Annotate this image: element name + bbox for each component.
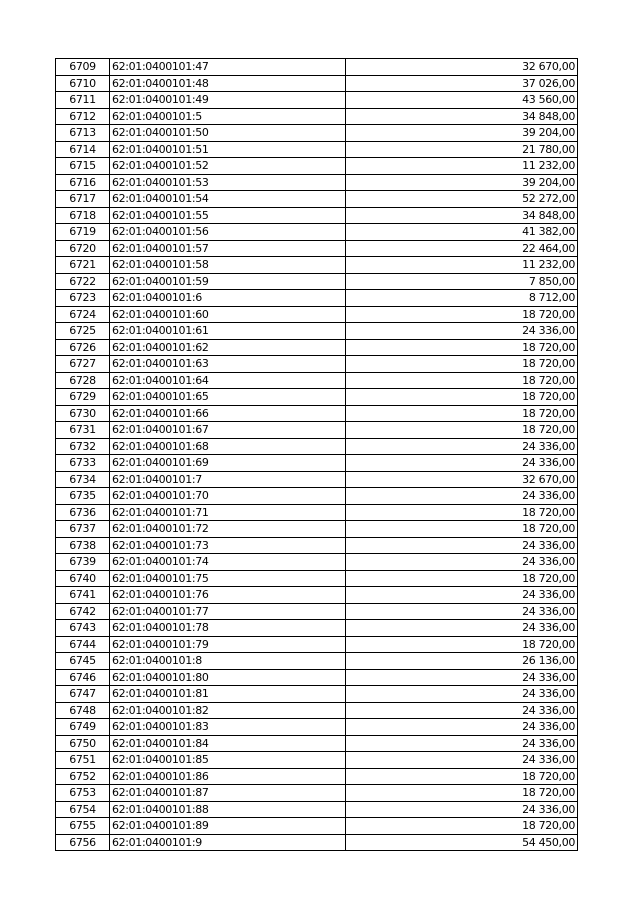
amount-cell: 24 336,00 [346,735,578,752]
row-number-cell: 6728 [56,372,110,389]
table-row [56,570,578,587]
table-row [56,372,578,389]
row-number-cell: 6724 [56,306,110,323]
cadastral-number-cell: 62:01:0400101:86 [110,768,346,785]
row-number-cell: 6744 [56,636,110,653]
row-number-cell: 6753 [56,785,110,802]
row-number-cell: 6720 [56,240,110,257]
cadastral-number-cell: 62:01:0400101:83 [110,719,346,736]
row-number-cell: 6722 [56,273,110,290]
amount-cell: 24 336,00 [346,488,578,505]
cadastral-number-cell: 62:01:0400101:53 [110,174,346,191]
row-number-cell: 6709 [56,59,110,76]
cadastral-number-cell: 62:01:0400101:50 [110,125,346,142]
amount-cell: 34 848,00 [346,207,578,224]
row-number-cell: 6712 [56,108,110,125]
cadastral-number-cell: 62:01:0400101:6 [110,290,346,307]
table-row [56,141,578,158]
cadastral-number-cell: 62:01:0400101:52 [110,158,346,175]
row-number-cell: 6713 [56,125,110,142]
row-number-cell: 6736 [56,504,110,521]
cadastral-number-cell: 62:01:0400101:88 [110,801,346,818]
cadastral-number-cell: 62:01:0400101:66 [110,405,346,422]
row-number-cell: 6739 [56,554,110,571]
amount-cell: 18 720,00 [346,636,578,653]
amount-cell: 32 670,00 [346,59,578,76]
cadastral-number-cell: 62:01:0400101:48 [110,75,346,92]
amount-cell: 52 272,00 [346,191,578,208]
row-number-cell: 6718 [56,207,110,224]
cadastral-number-cell: 62:01:0400101:71 [110,504,346,521]
amount-cell: 24 336,00 [346,801,578,818]
amount-cell: 26 136,00 [346,653,578,670]
table-row [56,653,578,670]
table-row [56,339,578,356]
amount-cell: 24 336,00 [346,323,578,340]
table-row [56,290,578,307]
table-row [56,785,578,802]
row-number-cell: 6726 [56,339,110,356]
table-row [56,603,578,620]
table-row [56,356,578,373]
table-row [56,768,578,785]
cadastral-number-cell: 62:01:0400101:7 [110,471,346,488]
amount-cell: 24 336,00 [346,603,578,620]
table-row [56,719,578,736]
table-row [56,306,578,323]
row-number-cell: 6730 [56,405,110,422]
amount-cell: 11 232,00 [346,257,578,274]
row-number-cell: 6754 [56,801,110,818]
cadastral-number-cell: 62:01:0400101:8 [110,653,346,670]
table-row [56,488,578,505]
amount-cell: 18 720,00 [346,504,578,521]
row-number-cell: 6729 [56,389,110,406]
cadastral-number-cell: 62:01:0400101:60 [110,306,346,323]
row-number-cell: 6719 [56,224,110,241]
cadastral-number-cell: 62:01:0400101:47 [110,59,346,76]
amount-cell: 18 720,00 [346,389,578,406]
row-number-cell: 6721 [56,257,110,274]
row-number-cell: 6747 [56,686,110,703]
table-row [56,224,578,241]
row-number-cell: 6749 [56,719,110,736]
table-row [56,471,578,488]
row-number-cell: 6752 [56,768,110,785]
cadastral-number-cell: 62:01:0400101:54 [110,191,346,208]
row-number-cell: 6725 [56,323,110,340]
row-number-cell: 6743 [56,620,110,637]
amount-cell: 18 720,00 [346,768,578,785]
table-row [56,438,578,455]
cadastral-number-cell: 62:01:0400101:55 [110,207,346,224]
amount-cell: 41 382,00 [346,224,578,241]
cadastral-number-cell: 62:01:0400101:63 [110,356,346,373]
table-row [56,801,578,818]
amount-cell: 22 464,00 [346,240,578,257]
table-row [56,818,578,835]
cadastral-number-cell: 62:01:0400101:84 [110,735,346,752]
cadastral-number-cell: 62:01:0400101:87 [110,785,346,802]
table-row [56,125,578,142]
row-number-cell: 6727 [56,356,110,373]
row-number-cell: 6742 [56,603,110,620]
row-number-cell: 6735 [56,488,110,505]
row-number-cell: 6711 [56,92,110,109]
row-number-cell: 6756 [56,834,110,851]
table-row [56,669,578,686]
table-row [56,405,578,422]
cadastral-number-cell: 62:01:0400101:89 [110,818,346,835]
cadastral-number-cell: 62:01:0400101:85 [110,752,346,769]
amount-cell: 18 720,00 [346,306,578,323]
table-row [56,257,578,274]
amount-cell: 7 850,00 [346,273,578,290]
amount-cell: 18 720,00 [346,339,578,356]
amount-cell: 24 336,00 [346,438,578,455]
cadastral-number-cell: 62:01:0400101:51 [110,141,346,158]
row-number-cell: 6745 [56,653,110,670]
table-row [56,587,578,604]
row-number-cell: 6710 [56,75,110,92]
cadastral-number-cell: 62:01:0400101:79 [110,636,346,653]
row-number-cell: 6755 [56,818,110,835]
cadastral-number-cell: 62:01:0400101:82 [110,702,346,719]
row-number-cell: 6748 [56,702,110,719]
row-number-cell: 6737 [56,521,110,538]
cadastral-number-cell: 62:01:0400101:5 [110,108,346,125]
amount-cell: 37 026,00 [346,75,578,92]
table-row [56,207,578,224]
table-row [56,455,578,472]
cadastral-number-cell: 62:01:0400101:58 [110,257,346,274]
table-body [56,59,578,851]
amount-cell: 32 670,00 [346,471,578,488]
amount-cell: 24 336,00 [346,455,578,472]
amount-cell: 24 336,00 [346,719,578,736]
amount-cell: 39 204,00 [346,174,578,191]
table-row [56,636,578,653]
cadastral-number-cell: 62:01:0400101:57 [110,240,346,257]
amount-cell: 8 712,00 [346,290,578,307]
cadastral-number-cell: 62:01:0400101:49 [110,92,346,109]
amount-cell: 24 336,00 [346,620,578,637]
table-row [56,273,578,290]
cadastral-number-cell: 62:01:0400101:68 [110,438,346,455]
amount-cell: 21 780,00 [346,141,578,158]
row-number-cell: 6751 [56,752,110,769]
table-row [56,191,578,208]
amount-cell: 24 336,00 [346,686,578,703]
table-row [56,174,578,191]
amount-cell: 18 720,00 [346,422,578,439]
row-number-cell: 6717 [56,191,110,208]
cadastral-number-cell: 62:01:0400101:69 [110,455,346,472]
amount-cell: 34 848,00 [346,108,578,125]
table-row [56,735,578,752]
cadastral-number-cell: 62:01:0400101:74 [110,554,346,571]
cadastral-number-cell: 62:01:0400101:76 [110,587,346,604]
cadastral-number-cell: 62:01:0400101:65 [110,389,346,406]
cadastral-table [55,58,578,851]
amount-cell: 39 204,00 [346,125,578,142]
cadastral-number-cell: 62:01:0400101:61 [110,323,346,340]
table-row [56,75,578,92]
amount-cell: 18 720,00 [346,521,578,538]
cadastral-number-cell: 62:01:0400101:56 [110,224,346,241]
table-row [56,834,578,851]
cadastral-number-cell: 62:01:0400101:77 [110,603,346,620]
amount-cell: 18 720,00 [346,405,578,422]
table-row [56,240,578,257]
table-row [56,686,578,703]
table-row [56,92,578,109]
cadastral-number-cell: 62:01:0400101:9 [110,834,346,851]
cadastral-number-cell: 62:01:0400101:70 [110,488,346,505]
row-number-cell: 6714 [56,141,110,158]
amount-cell: 24 336,00 [346,702,578,719]
amount-cell: 18 720,00 [346,372,578,389]
cadastral-number-cell: 62:01:0400101:64 [110,372,346,389]
row-number-cell: 6731 [56,422,110,439]
row-number-cell: 6734 [56,471,110,488]
row-number-cell: 6732 [56,438,110,455]
table-row [56,108,578,125]
cadastral-number-cell: 62:01:0400101:67 [110,422,346,439]
cadastral-number-cell: 62:01:0400101:59 [110,273,346,290]
table-row [56,554,578,571]
amount-cell: 24 336,00 [346,537,578,554]
amount-cell: 11 232,00 [346,158,578,175]
amount-cell: 18 720,00 [346,818,578,835]
table-row [56,504,578,521]
cadastral-number-cell: 62:01:0400101:80 [110,669,346,686]
amount-cell: 24 336,00 [346,669,578,686]
row-number-cell: 6741 [56,587,110,604]
amount-cell: 24 336,00 [346,554,578,571]
row-number-cell: 6723 [56,290,110,307]
row-number-cell: 6733 [56,455,110,472]
cadastral-number-cell: 62:01:0400101:73 [110,537,346,554]
amount-cell: 18 720,00 [346,785,578,802]
amount-cell: 43 560,00 [346,92,578,109]
table-row [56,537,578,554]
table-row [56,521,578,538]
row-number-cell: 6716 [56,174,110,191]
amount-cell: 24 336,00 [346,752,578,769]
table-row [56,59,578,76]
cadastral-number-cell: 62:01:0400101:81 [110,686,346,703]
cadastral-number-cell: 62:01:0400101:75 [110,570,346,587]
table-row [56,422,578,439]
table-row [56,158,578,175]
amount-cell: 54 450,00 [346,834,578,851]
row-number-cell: 6738 [56,537,110,554]
table-row [56,752,578,769]
cadastral-number-cell: 62:01:0400101:78 [110,620,346,637]
row-number-cell: 6750 [56,735,110,752]
row-number-cell: 6715 [56,158,110,175]
amount-cell: 24 336,00 [346,587,578,604]
amount-cell: 18 720,00 [346,570,578,587]
cadastral-number-cell: 62:01:0400101:72 [110,521,346,538]
table-row [56,620,578,637]
table-row [56,323,578,340]
amount-cell: 18 720,00 [346,356,578,373]
row-number-cell: 6746 [56,669,110,686]
table-row [56,702,578,719]
table-row [56,389,578,406]
cadastral-number-cell: 62:01:0400101:62 [110,339,346,356]
row-number-cell: 6740 [56,570,110,587]
